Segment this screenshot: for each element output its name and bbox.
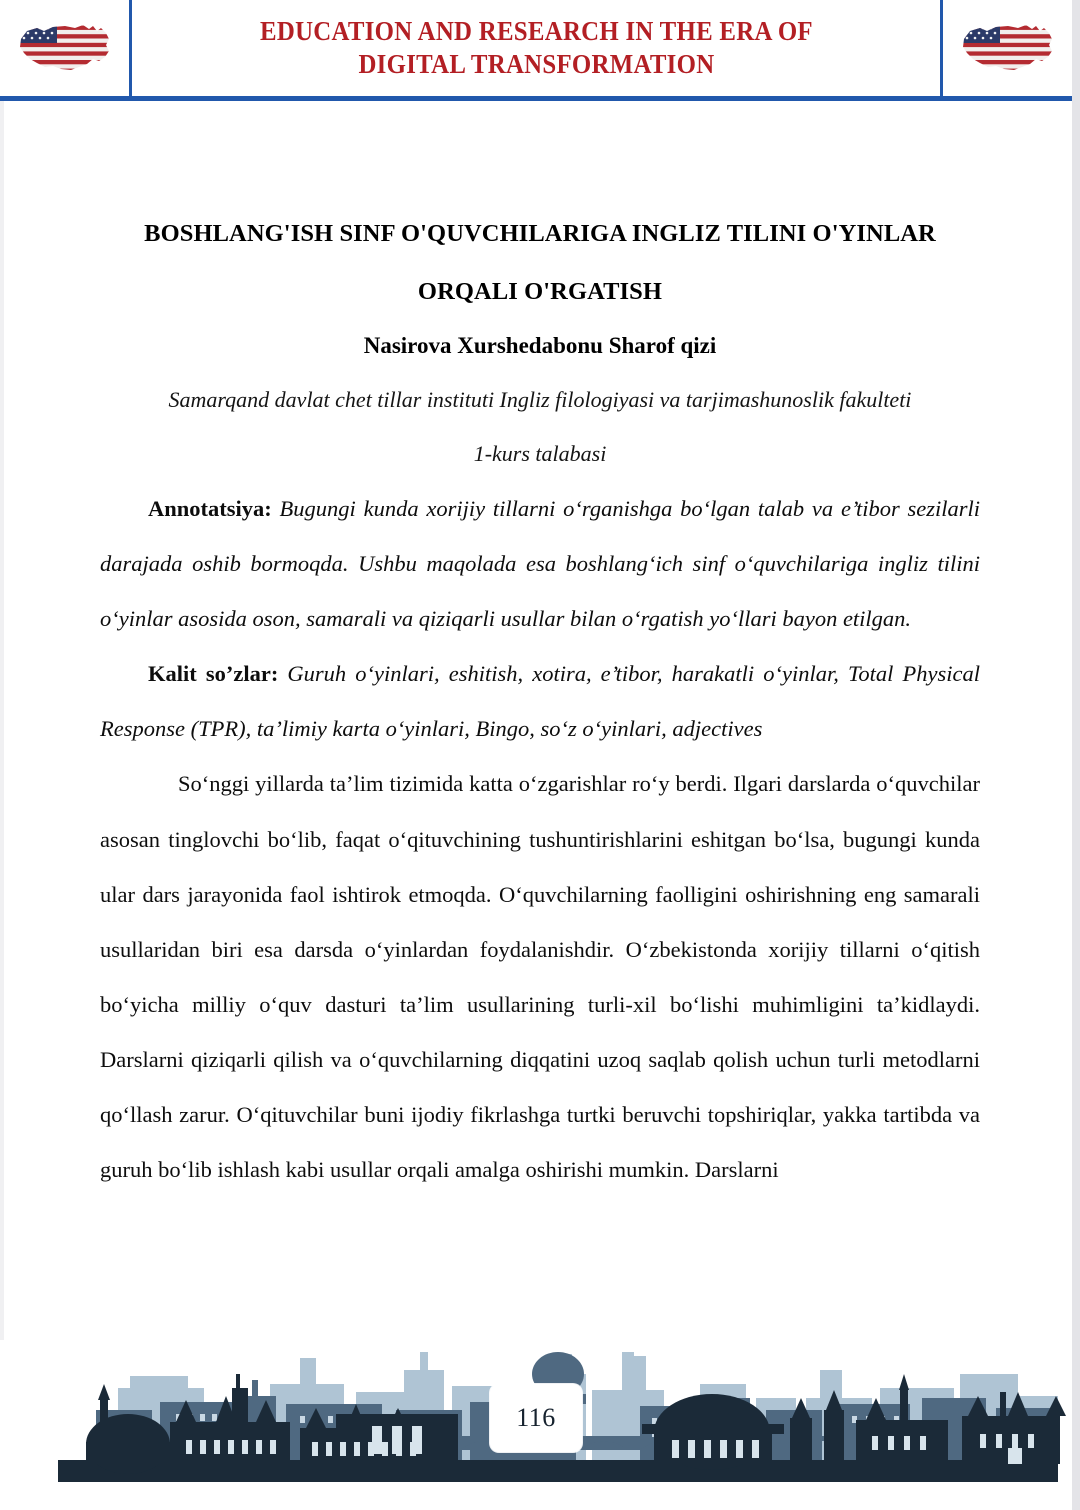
page-number-badge (490, 1384, 582, 1452)
header-right-emblem-cell (940, 0, 1072, 96)
header-divider-rule (0, 96, 1072, 101)
running-header (0, 0, 1072, 96)
abstract-label: Annotatsiya: (148, 495, 272, 521)
usa-flag-map-icon (956, 17, 1060, 79)
keywords-text: Guruh o‘yinlari, eshitish, xotira, e’tibor, harakatli o‘yinlar, Total Physical Response (TPR), ta’limiy karta o‘yinlari, Bingo, so‘z o‘yinlari, adjectives (100, 661, 980, 742)
page-footer (0, 1340, 1072, 1510)
keywords-label: Kalit so’zlar: (148, 661, 279, 687)
article-affiliation-line-1: Samarqand davlat chet tillar instituti Ingliz filologiyasi va tarjimashunoslik fakulteti (168, 387, 912, 413)
article-title-line-2: ORQALI O'RGATISH (417, 277, 663, 305)
article-title (140, 205, 940, 320)
body-paragraph: So‘nggi yillarda ta’lim tizimida katta o‘zgarishlar ro‘y berdi. Ilgari darslarda o‘quvchilar asosan tinglovchi bo‘lib, faqat o‘qituvchining tushuntirishlarini eshitgan bo‘lsa, bugungi kunda ular dars jarayonida faol ishtirok etmoqda. O‘quvchilarning faolligini oshirishning eng samarali usullaridan biri esa darsda o‘yinlardan foydalanishdir. O‘zbekistonda xorijiy tillarni o‘qitish bo‘yicha milliy o‘quv dasturi ta’lim usullarining turli-xil bo‘lishi muhimligini ta’kidlaydi. Darslarni qiziqarli qilish va o‘quvchilarning diqqatini uzoq saqlab qolish uchun turli metodlarni qo‘llash zarur. O‘qituvchilar buni ijodiy fikrlashga turtki beruvchi topshiriqlar, yakka tartibda va guruh bo‘lib ishlash kabi usullar orqali amalga oshirishi mumkin. Darslarni (100, 771, 980, 1183)
header-left-emblem-cell (0, 0, 132, 96)
abstract-paragraph (100, 481, 980, 646)
keywords-paragraph (100, 646, 980, 756)
article-affiliation-line-2: 1-kurs talabasi (473, 440, 607, 466)
page-number: 116 (516, 1403, 556, 1432)
abstract-text: Bugungi kunda xorijiy tillarni o‘rganishga bo‘lgan talab va e’tibor sezilarli darajada oshib bormoqda. Ushbu maqolada esa boshlang‘ich sinf o‘quvchilariga ingliz tilini o‘yinlar asosida oson, samarali va qiziqarli usullar bilan o‘rgatish yo‘llari bayon etilgan. (100, 495, 980, 632)
header-title-line-1: EDUCATION AND RESEARCH IN THE ERA OF (259, 16, 813, 47)
header-title-line-2: DIGITAL TRANSFORMATION (358, 49, 714, 79)
article-author: Nasirova Xurshedabonu Sharof qizi (363, 333, 717, 359)
usa-flag-map-icon (13, 17, 117, 79)
page-right-edge (1072, 0, 1080, 1510)
article-title-line-1: BOSHLANG'ISH SINF O'QUVCHILARIGA INGLIZ TILINI O'YINLAR (144, 220, 936, 247)
header-title-cell (132, 0, 940, 96)
article-content (100, 205, 980, 1197)
header-title (260, 15, 813, 81)
page-left-edge (0, 0, 4, 1510)
